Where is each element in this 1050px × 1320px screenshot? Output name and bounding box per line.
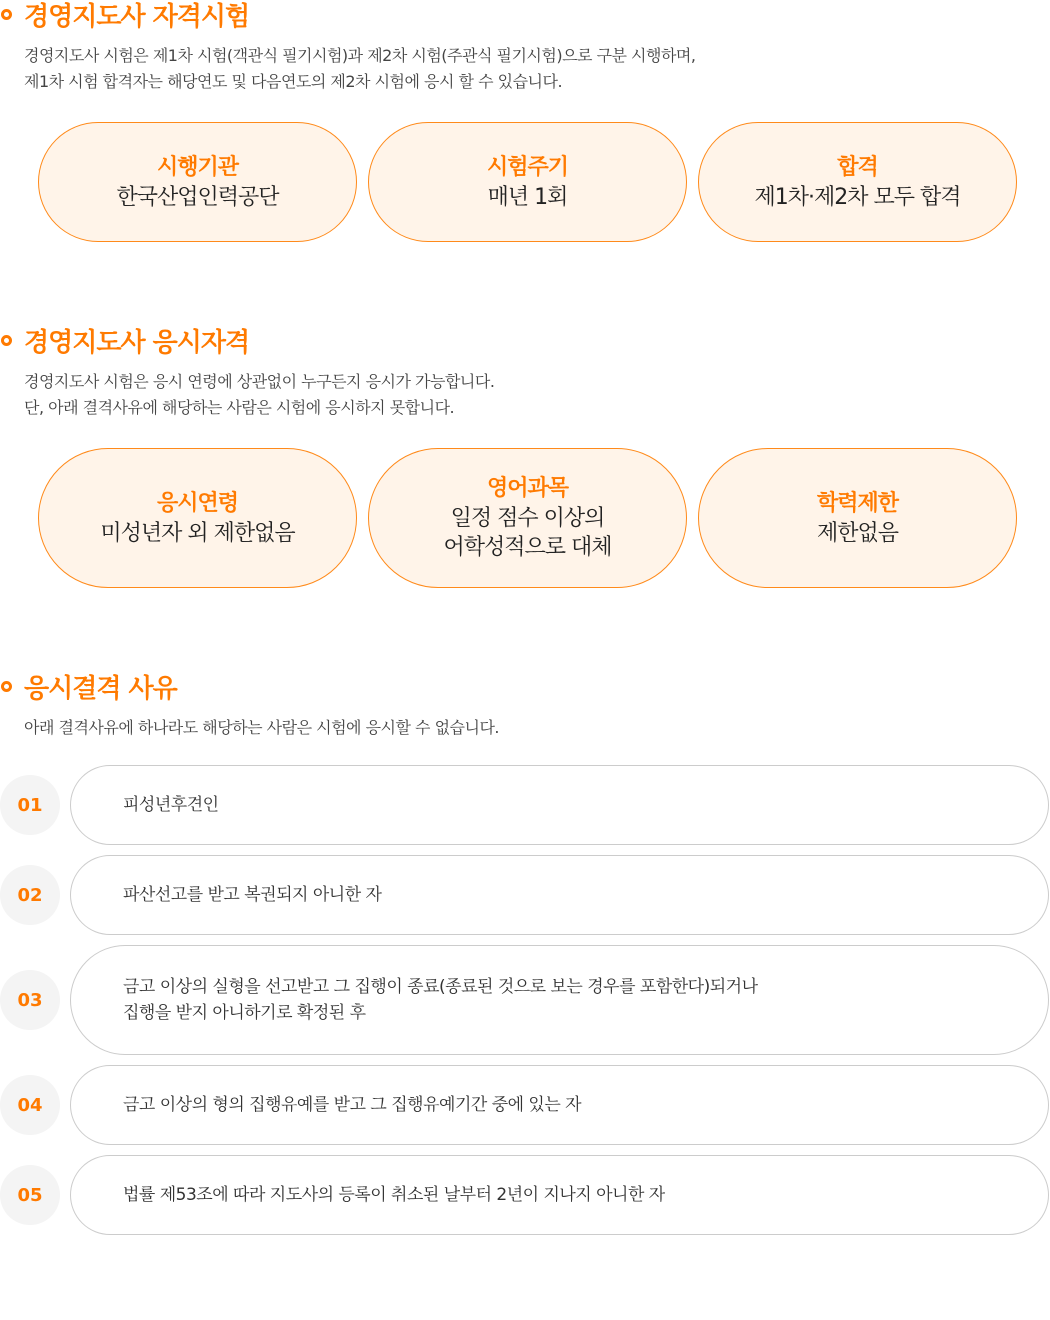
card-value: 제한없음: [816, 520, 898, 546]
eligibility-cards: [38, 448, 1017, 588]
desc-line: 경영지도사 시험은 제1차 시험(객관식 필기시험)과 제2차 시험(주관식 필기시험)으로 구분 시행하며,: [24, 46, 696, 65]
reason-item: [0, 765, 1050, 845]
desc-line: 단, 아래 결격사유에 해당하는 사람은 시험에 응시하지 못합니다.: [24, 398, 455, 417]
card-age: [38, 448, 357, 588]
section-title: 응시결격 사유: [24, 673, 177, 704]
card-value: 제1차·제2차 모두 합격: [754, 184, 961, 210]
card-value: 한국산업인력공단: [116, 184, 279, 210]
reason-item: [0, 1065, 1050, 1145]
desc-line: 제1차 시험 합격자는 해당연도 및 다음연도의 제2차 시험에 응시 할 수 있습니다.: [24, 72, 563, 91]
card-value: 어학성적으로 대체: [443, 535, 612, 560]
card-cycle: [368, 122, 687, 242]
reason-number: 04: [0, 1075, 60, 1135]
card-english: [368, 448, 687, 588]
card-agency: [38, 122, 357, 242]
card-title: 영어과목: [486, 476, 568, 501]
desc-line: 아래 결격사유에 하나라도 해당하는 사람은 시험에 응시할 수 없습니다.: [24, 718, 499, 737]
card-title: 학력제한: [816, 490, 898, 516]
reason-text: 파산선고를 받고 복권되지 아니한 자: [123, 885, 382, 905]
reason-text: 피성년후견인: [123, 795, 219, 815]
section-title: 경영지도사 응시자격: [24, 327, 250, 358]
card-value: 매년 1회: [487, 184, 568, 210]
card-education: [698, 448, 1017, 588]
card-pass: [698, 122, 1017, 242]
bullet-icon: [1, 335, 12, 346]
reason-number: 02: [0, 865, 60, 925]
card-title: 시험주기: [486, 154, 568, 180]
reason-text: 집행을 받지 아니하기로 확정된 후: [123, 1003, 366, 1023]
reason-number: 01: [0, 775, 60, 835]
desc-line: 경영지도사 시험은 응시 연령에 상관없이 누구든지 응시가 가능합니다.: [24, 372, 495, 391]
exam-cards: [38, 122, 1017, 242]
section-disqualification: [0, 669, 1050, 741]
card-value: 일정 점수 이상의: [450, 506, 605, 531]
reason-item: [0, 855, 1050, 935]
reason-number: 05: [0, 1165, 60, 1225]
section-eligibility: [0, 323, 1050, 421]
card-title: 시행기관: [156, 154, 238, 180]
reason-text: 법률 제53조에 따라 지도사의 등록이 취소된 날부터 2년이 지나지 아니한 자: [123, 1185, 665, 1205]
card-value: 미성년자 외 제한없음: [100, 520, 295, 546]
bullet-icon: [1, 9, 12, 20]
reason-item: [0, 1155, 1050, 1235]
reason-text: 금고 이상의 형의 집행유예를 받고 그 집행유예기간 중에 있는 자: [123, 1095, 582, 1115]
reason-text: 금고 이상의 실형을 선고받고 그 집행이 종료(종료된 것으로 보는 경우를 포함한다)되거나: [123, 977, 758, 997]
reason-item: [0, 945, 1050, 1055]
section-title: 경영지도사 자격시험: [24, 1, 250, 32]
card-title: 응시연령: [156, 490, 238, 516]
card-title: 합격: [837, 154, 878, 180]
reason-number: 03: [0, 970, 60, 1030]
section-exam: [0, 0, 1050, 95]
bullet-icon: [1, 681, 12, 692]
